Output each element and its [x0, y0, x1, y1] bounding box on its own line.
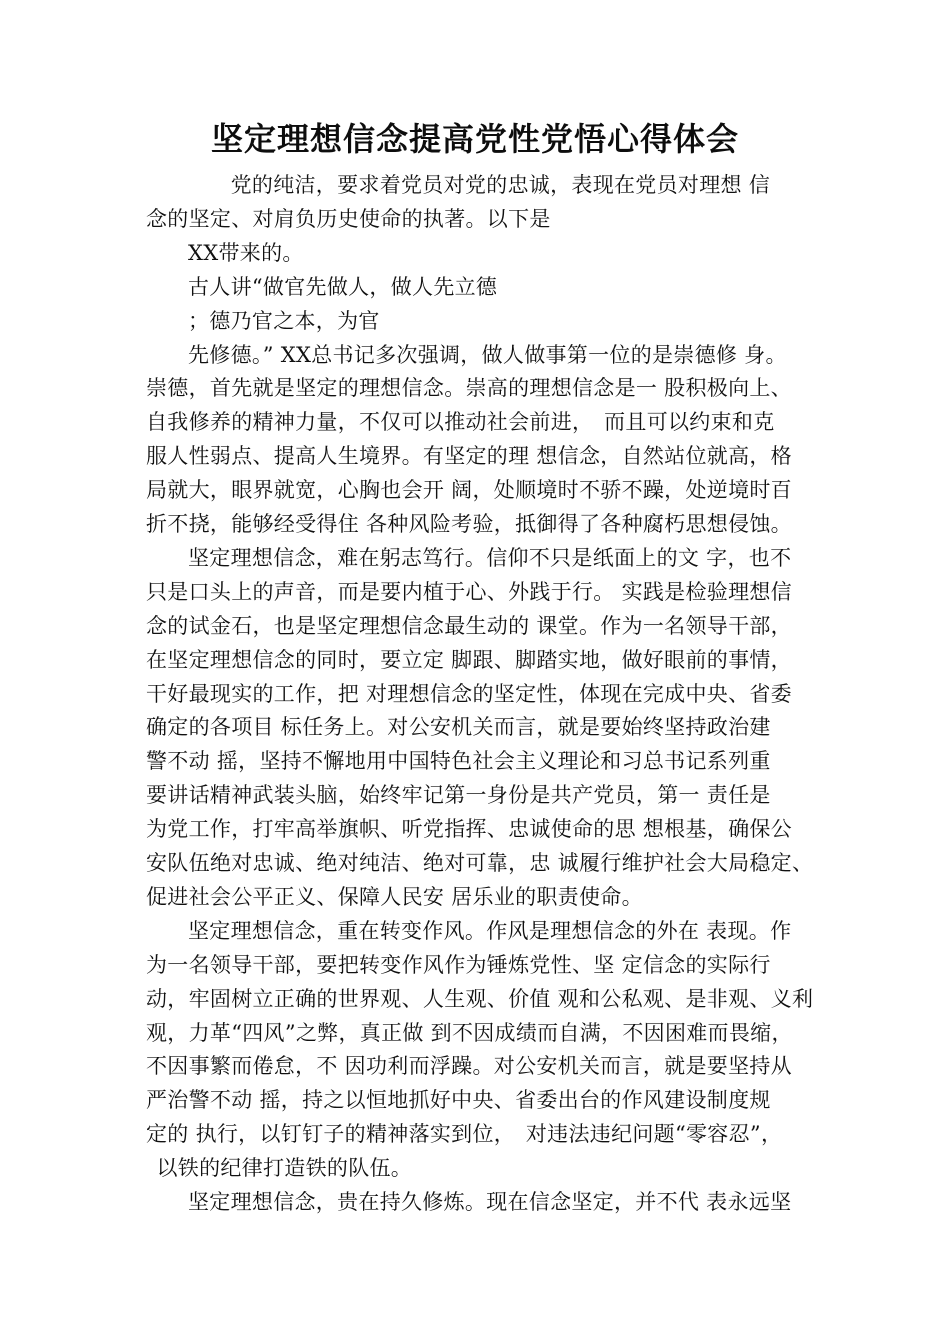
document-title: 坚定理想信念提高党性党悟心得体会	[210, 120, 739, 158]
paragraph-line: 不因事繁而倦怠，不 因功利而浮躁。对公安机关而言，就是要坚持从	[146, 1054, 792, 1079]
paragraph-line: 为一名领导干部，要把转变作风作为锤炼党性、坚 定信念的实际行	[146, 952, 771, 977]
paragraph-line: 念的坚定、对肩负历史使命的执著。以下是	[146, 206, 551, 231]
paragraph-line: 以铁的纪律打造铁的队伍。	[156, 1156, 413, 1181]
paragraph-line: 党的纯洁，要求着党员对党的忠诚，表现在党员对理想 信	[188, 173, 771, 197]
paragraph-line: 在坚定理想信念的同时，要立定 脚跟、脚踏实地，做好眼前的事情，	[146, 647, 792, 672]
paragraph-line: 局就大，眼界就宽，心胸也会开 阔，处顺境时不骄不躁，处逆境时百	[146, 478, 792, 503]
paragraph-line: 先修德。” XX总书记多次强调，做人做事第一位的是崇德修 身。	[188, 342, 787, 367]
paragraph-line: 坚定理想信念，难在躬志笃行。信仰不只是纸面上的文 字，也不	[188, 545, 792, 570]
paragraph-line: 古人讲“做官先做人，做人先立德	[188, 274, 498, 299]
paragraph-line: ；德乃官之本，为官	[188, 308, 380, 333]
paragraph-line: 服人性弱点、提高人生境界。有坚定的理 想信念，自然站位就高，格	[146, 444, 792, 469]
paragraph-line: XX带来的。	[188, 240, 304, 265]
paragraph-line: 严治警不动 摇，持之以恒地抓好中央、省委出台的作风建设制度规	[146, 1088, 771, 1113]
paragraph-line: 坚定理想信念，贵在持久修炼。现在信念坚定，并不代 表永远坚	[188, 1190, 792, 1214]
paragraph-line: 折不挠，能够经受得住 各种风险考验，抵御得了各种腐朽思想侵蚀。	[146, 512, 792, 536]
paragraph-line: 动，牢固树立正确的世界观、人生观、价值 观和公私观、是非观、义利	[146, 986, 814, 1011]
paragraph-line: 崇德，首先就是坚定的理想信念。崇高的理想信念是一 股积极向上、	[146, 376, 792, 401]
paragraph-line: 干好最现实的工作，把 对理想信念的坚定性，体现在完成中央、省委	[146, 681, 792, 706]
paragraph-line: 警不动 摇，坚持不懈地用中国特色社会主义理论和习总书记系列重	[146, 749, 771, 774]
paragraph-line: 定的 执行，以钉钉子的精神落实到位， 对违法违纪问题“零容忍”，	[146, 1122, 783, 1147]
paragraph-line: 要讲话精神武装头脑，始终牢记第一身份是共产党员，第一 责任是	[146, 783, 771, 808]
paragraph-line: 为党工作，打牢高举旗帜、听党指挥、忠诚使命的思 想根基，确保公	[146, 817, 792, 842]
paragraph-line: 确定的各项目 标任务上。对公安机关而言，就是要始终坚持政治建	[146, 715, 771, 740]
paragraph-line: 自我修养的精神力量，不仅可以推动社会前进， 而且可以约束和克	[146, 410, 775, 435]
paragraph-line: 观，力革“四风”之弊，真正做 到不因成绩而自满，不因困难而畏缩，	[146, 1020, 793, 1045]
paragraph-line: 念的试金石，也是坚定理想信念最生动的 课堂。作为一名领导干部，	[146, 613, 792, 638]
paragraph-line: 安队伍绝对忠诚、绝对纯洁、绝对可靠，忠 诚履行维护社会大局稳定、	[146, 851, 814, 875]
paragraph-line: 促进社会公平正义、保障人民安 居乐业的职责使命。	[146, 884, 643, 909]
paragraph-line: 只是口头上的声音，而是要内植于心、外践于行。 实践是检验理想信	[146, 579, 792, 604]
paragraph-line: 坚定理想信念，重在转变作风。作风是理想信念的外在 表现。作	[188, 918, 792, 943]
